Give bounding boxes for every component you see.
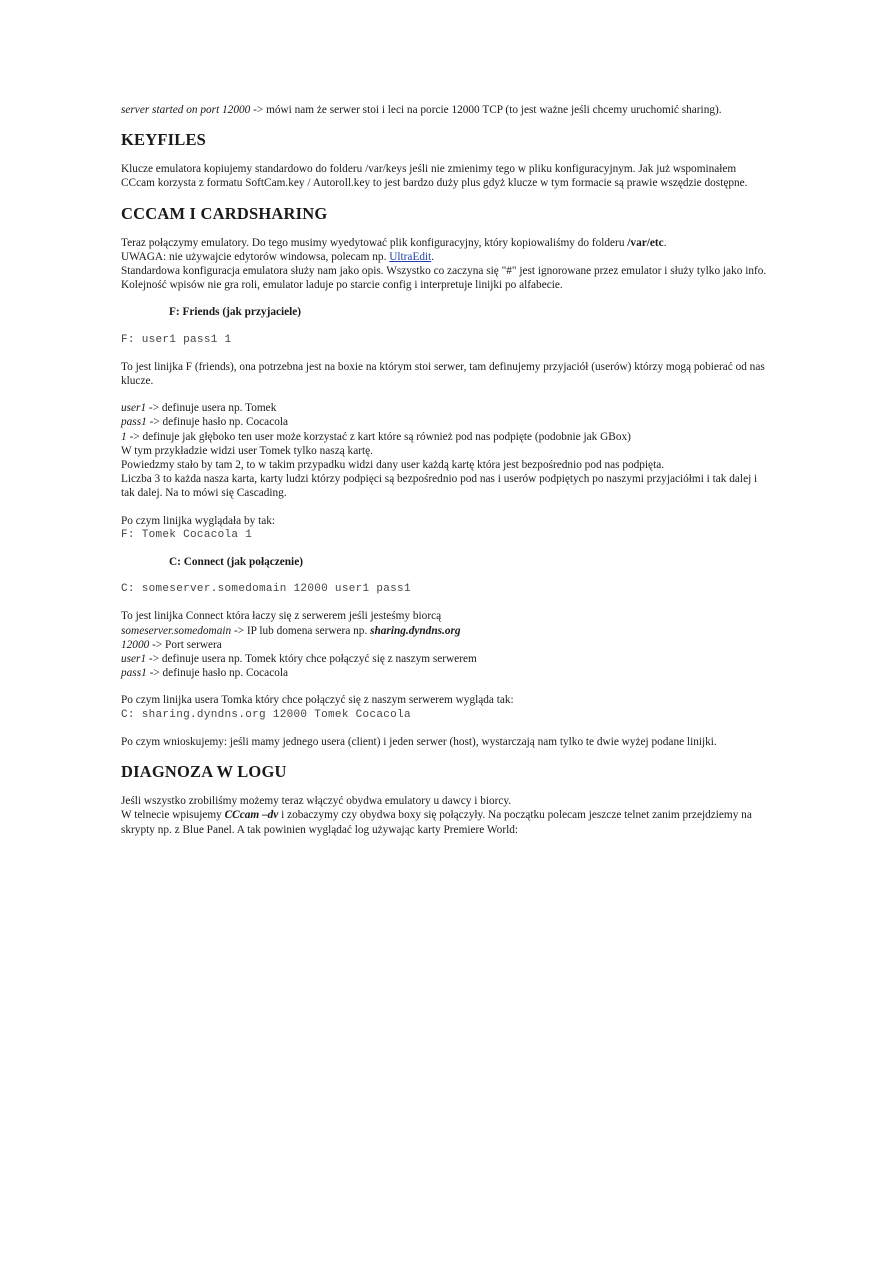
friends-code: F: user1 pass1 1: [121, 333, 232, 346]
cccam-line3: Standardowa konfiguracja emulatora służy nam jako opis. Wszystko co zaczyna się "#" jest ignorowane przez emulator i służy tylko jako info.: [121, 265, 767, 278]
connect-example-code: C: sharing.dyndns.org 12000 Tomek Cocacola: [121, 708, 411, 721]
cccam-line1: [121, 236, 771, 250]
connect-conclusion: Po czym wnioskujemy: jeśli mamy jednego usera (client) i jeden serwer (host), wystarczają nam tylko te dwie wyżej podane linijki.: [121, 735, 717, 748]
friends-example-code: F: Tomek Cocacola 1: [121, 528, 253, 541]
connect-port-line: [121, 638, 771, 652]
connect-user-line: [121, 652, 771, 666]
friends-example-intro: Po czym linijka wyglądała by tak:: [121, 514, 276, 527]
level-desc: -> definuje jak głęboko ten user może korzystać z kart które są również pod nas podpięte (podobnie jak GBox): [126, 430, 631, 443]
diagnoza-line1: Jeśli wszystko zrobiliśmy możemy teraz włączyć obydwa emulatory u dawcy i biorcy.: [121, 795, 512, 808]
friends-description: To jest linijka F (friends), ona potrzebna jest na boxie na którym stoi serwer, tam definujemy przyjaciół (userów) którzy mogą pobierać od nas klucze.: [121, 360, 765, 388]
user-desc: -> definuje usera np. Tomek: [146, 402, 277, 415]
connect-pass-desc: -> definuje hasło np. Cocacola: [146, 667, 289, 680]
cccam-line2-end: .: [431, 250, 435, 263]
connect-user-desc: -> definuje usera np. Tomek który chce połączyć się z naszym serwerem: [146, 653, 477, 666]
diagnoza-heading: DIAGNOZA W LOGU: [121, 762, 287, 782]
connect-example-intro: Po czym linijka usera Tomka który chce połączyć się z naszym serwerem wygląda tak:: [121, 694, 514, 707]
diagnoza-line2: [121, 808, 771, 836]
pass-key: pass1: [121, 416, 147, 429]
connect-code: C: someserver.somedomain 12000 user1 pass1: [121, 583, 411, 596]
intro-italic: server started on port 12000: [121, 104, 251, 116]
port-key: 12000: [121, 638, 150, 651]
intro-paragraph: [121, 103, 771, 117]
friends-pass-line: [121, 415, 771, 429]
cccam-heading: CCCAM I CARDSHARING: [121, 203, 328, 223]
friends-level-line3: Powiedzmy stało by tam 2, to w takim przypadku widzi dany user każdą kartę która jest bezpośrednio pod nas podpięta.: [121, 459, 665, 472]
ultraedit-link[interactable]: UltraEdit: [389, 250, 432, 263]
user-key: user1: [121, 402, 147, 415]
connect-pass-key: pass1: [121, 667, 147, 680]
level-key: 1: [121, 430, 127, 443]
friends-level-line4: Liczba 3 to każda nasza karta, karty ludzi którzy podpięci są bezpośrednio pod nas i userów podpiętych po naszymi przyjaciółmi i tak dalej i tak dalej. Na to mówi się Cascading.: [121, 473, 758, 500]
diagnoza-line2-text: W telnecie wpisujemy: [121, 809, 225, 822]
friends-level-line: [121, 430, 771, 444]
connect-user-key: user1: [121, 653, 147, 666]
connect-description: To jest linijka Connect która łaczy się z serwerem jeśli jesteśmy biorcą: [121, 610, 442, 623]
keyfiles-heading: KEYFILES: [121, 130, 207, 150]
intro-text: -> mówi nam że serwer stoi i leci na porcie 12000 TCP (to jest ważne jeśli chcemy uruchomić sharing).: [250, 104, 722, 116]
friends-heading: F: Friends (jak przyjaciele): [169, 306, 302, 319]
friends-user-line: [121, 401, 771, 415]
connect-heading: C: Connect (jak połączenie): [169, 556, 303, 569]
host-desc: -> IP lub domena serwera np.: [231, 624, 371, 637]
connect-pass-line: [121, 666, 771, 680]
cccam-line4: Kolejność wpisów nie gra roli, emulator laduje po starcie config i interpretuje linijki po alfabecie.: [121, 279, 563, 292]
var-etc-path: /var/etc: [627, 236, 664, 249]
diagnoza-line2-rest: i zobaczymy czy obydwa boxy się połączyły. Na początku polecam jeszcze telnet zanim przejdziemy na skrypty np. z Blue Panel. A tak powinien wyglądać log używając karty Premiere World:: [121, 809, 752, 836]
article-body: [121, 103, 771, 837]
host-example: sharing.dyndns.org: [370, 624, 461, 637]
cccam-line2-text: UWAGA: nie używajcie edytorów windowsa, polecam np.: [121, 250, 390, 263]
port-desc: -> Port serwera: [149, 638, 222, 651]
connect-host-line: [121, 624, 771, 638]
keyfiles-paragraph: Klucze emulatora kopiujemy standardowo do folderu /var/keys jeśli nie zmienimy tego w pliku konfiguracyjnym. Jak już wspominałem CCcam korzysta z formatu SoftCam.key / Autoroll.key to jest bardzo duży plus gdyż klucze w tym formacie są prawie wszędzie dostępne.: [121, 163, 748, 190]
host-key: someserver.somedomain: [121, 624, 232, 637]
pass-desc: -> definuje hasło np. Cocacola: [146, 416, 289, 429]
cccam-command: CCcam –dv: [224, 809, 279, 822]
friends-level-line2: W tym przykładzie widzi user Tomek tylko naszą kartę.: [121, 444, 373, 457]
cccam-line2: [121, 250, 771, 264]
cccam-line1-text: Teraz połączymy emulatory. Do tego musimy wyedytować plik konfiguracyjny, który kopiowaliśmy do folderu: [121, 236, 628, 249]
cccam-line1-end: .: [663, 236, 667, 249]
